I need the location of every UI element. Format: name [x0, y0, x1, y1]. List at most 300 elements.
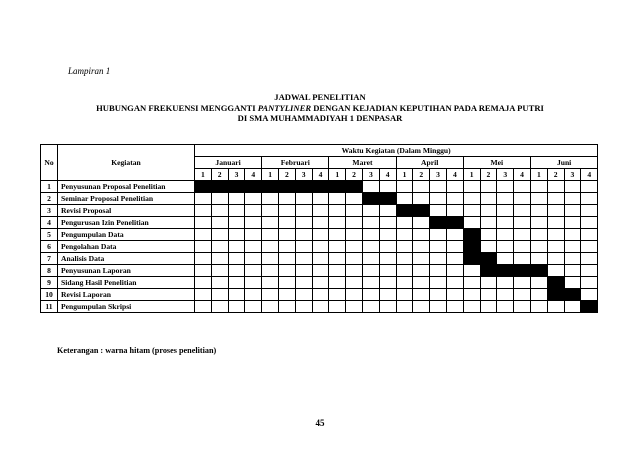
header-week: 4 [379, 169, 396, 181]
schedule-cell [195, 217, 212, 229]
schedule-cell [514, 301, 531, 313]
activity-number: 3 [41, 205, 58, 217]
schedule-cell [463, 205, 480, 217]
schedule-cell [211, 229, 228, 241]
schedule-cell [446, 277, 463, 289]
activity-row [41, 265, 598, 277]
schedule-cell-active [262, 181, 279, 193]
schedule-cell [480, 289, 497, 301]
schedule-cell [278, 229, 295, 241]
schedule-cell [278, 217, 295, 229]
header-kegiatan: Kegiatan [58, 145, 195, 181]
activity-row [41, 181, 598, 193]
schedule-cell [195, 301, 212, 313]
schedule-cell [379, 277, 396, 289]
schedule-cell [211, 193, 228, 205]
schedule-cell [278, 265, 295, 277]
schedule-cell-active [480, 265, 497, 277]
schedule-cell [547, 265, 564, 277]
schedule-cell [329, 229, 346, 241]
schedule-cell [379, 241, 396, 253]
schedule-cell [413, 181, 430, 193]
schedule-cell [497, 277, 514, 289]
header-week: 2 [413, 169, 430, 181]
schedule-cell [413, 277, 430, 289]
schedule-cell-active [346, 181, 363, 193]
header-week: 2 [346, 169, 363, 181]
schedule-cell [564, 241, 581, 253]
schedule-cell [329, 289, 346, 301]
schedule-cell [413, 193, 430, 205]
schedule-cell [480, 277, 497, 289]
schedule-cell [262, 229, 279, 241]
schedule-cell [245, 241, 262, 253]
schedule-cell [295, 205, 312, 217]
schedule-cell [379, 229, 396, 241]
activity-name: Penyusunan Laporan [58, 265, 195, 277]
header-week: 3 [228, 169, 245, 181]
schedule-cell-active [362, 193, 379, 205]
schedule-cell-active [396, 205, 413, 217]
schedule-cell [228, 277, 245, 289]
schedule-cell [228, 229, 245, 241]
schedule-cell [195, 205, 212, 217]
schedule-cell [211, 277, 228, 289]
schedule-cell [530, 241, 547, 253]
schedule-cell [564, 229, 581, 241]
schedule-cell [396, 181, 413, 193]
activity-number: 1 [41, 181, 58, 193]
schedule-cell [362, 241, 379, 253]
document-title [0, 92, 640, 124]
activity-number: 4 [41, 217, 58, 229]
header-week: 1 [396, 169, 413, 181]
schedule-cell [346, 229, 363, 241]
schedule-cell [581, 253, 598, 265]
schedule-cell [547, 229, 564, 241]
schedule-cell [564, 301, 581, 313]
schedule-cell [530, 193, 547, 205]
schedule-cell [446, 289, 463, 301]
schedule-cell [245, 301, 262, 313]
schedule-cell [581, 217, 598, 229]
schedule-cell [262, 301, 279, 313]
header-week: 3 [430, 169, 447, 181]
schedule-cell [463, 181, 480, 193]
schedule-cell [413, 253, 430, 265]
schedule-cell-active [211, 181, 228, 193]
header-month: Januari [195, 157, 262, 169]
schedule-cell-active [547, 277, 564, 289]
schedule-cell [245, 229, 262, 241]
schedule-cell-active [329, 181, 346, 193]
schedule-cell [581, 205, 598, 217]
page-number: 45 [315, 418, 325, 428]
header-month: Juni [530, 157, 597, 169]
header-no: No [41, 145, 58, 181]
title-line-3: DI SMA MUHAMMADIYAH 1 DENPASAR [237, 113, 403, 123]
schedule-cell [362, 289, 379, 301]
schedule-cell-active [581, 301, 598, 313]
schedule-cell [312, 277, 329, 289]
schedule-cell [446, 265, 463, 277]
title-line-2-suffix: DENGAN KEJADIAN KEPUTIHAN PADA REMAJA PUTRI [311, 102, 544, 113]
schedule-cell [564, 217, 581, 229]
header-week: 1 [195, 169, 212, 181]
schedule-cell [497, 289, 514, 301]
schedule-cell [530, 205, 547, 217]
schedule-cell [430, 277, 447, 289]
schedule-cell [497, 205, 514, 217]
schedule-cell [396, 301, 413, 313]
schedule-cell [446, 241, 463, 253]
activity-name: Pengumpulan Skripsi [58, 301, 195, 313]
title-line-2-prefix: HUBUNGAN FREKUENSI MENGGANTI [96, 102, 258, 113]
header-week: 4 [446, 169, 463, 181]
schedule-cell [211, 265, 228, 277]
schedule-cell [278, 241, 295, 253]
schedule-cell [278, 289, 295, 301]
schedule-cell [430, 205, 447, 217]
schedule-cell [446, 253, 463, 265]
schedule-cell [362, 181, 379, 193]
activity-name: Penyusunan Proposal Penelitian [58, 181, 195, 193]
schedule-cell [480, 217, 497, 229]
schedule-cell [262, 217, 279, 229]
schedule-cell [463, 277, 480, 289]
schedule-cell [514, 253, 531, 265]
schedule-cell [295, 193, 312, 205]
schedule-cell [463, 265, 480, 277]
schedule-cell [581, 265, 598, 277]
schedule-cell [278, 253, 295, 265]
schedule-cell [295, 289, 312, 301]
schedule-cell [295, 253, 312, 265]
activity-row [41, 301, 598, 313]
schedule-cell [547, 217, 564, 229]
activity-row [41, 229, 598, 241]
schedule-cell [346, 193, 363, 205]
activity-name: Seminar Proposal Penelitian [58, 193, 195, 205]
schedule-cell [262, 265, 279, 277]
schedule-cell [211, 301, 228, 313]
schedule-cell [413, 217, 430, 229]
schedule-cell [228, 193, 245, 205]
schedule-cell [446, 193, 463, 205]
schedule-cell [346, 217, 363, 229]
schedule-cell-active [278, 181, 295, 193]
schedule-cell [530, 253, 547, 265]
activity-row [41, 217, 598, 229]
schedule-cell [312, 253, 329, 265]
schedule-cell [379, 301, 396, 313]
legend-note: Keterangan : warna hitam (proses penelitian) [57, 346, 217, 355]
schedule-cell [295, 277, 312, 289]
schedule-cell [564, 205, 581, 217]
schedule-cell [514, 217, 531, 229]
activity-row [41, 193, 598, 205]
schedule-cell [379, 217, 396, 229]
schedule-cell [430, 301, 447, 313]
title-line-1: JADWAL PENELITIAN [274, 92, 366, 102]
activity-name: Revisi Laporan [58, 289, 195, 301]
title-line-2-italic: PANTYLINER [257, 102, 312, 113]
schedule-cell [430, 181, 447, 193]
schedule-cell [379, 265, 396, 277]
schedule-cell [430, 253, 447, 265]
activity-row [41, 277, 598, 289]
schedule-cell [530, 229, 547, 241]
schedule-cell [295, 217, 312, 229]
schedule-cell [211, 241, 228, 253]
schedule-cell [564, 181, 581, 193]
schedule-cell [564, 193, 581, 205]
schedule-cell [295, 265, 312, 277]
schedule-cell [547, 205, 564, 217]
schedule-cell [346, 253, 363, 265]
schedule-cell [195, 241, 212, 253]
schedule-cell [446, 181, 463, 193]
schedule-cell [581, 229, 598, 241]
schedule-cell [530, 277, 547, 289]
activity-number: 5 [41, 229, 58, 241]
schedule-cell [245, 277, 262, 289]
schedule-cell [346, 205, 363, 217]
schedule-cell [581, 181, 598, 193]
schedule-cell [228, 265, 245, 277]
schedule-cell [228, 253, 245, 265]
schedule-cell [530, 301, 547, 313]
header-waktu-kegiatan: Waktu Kegiatan (Dalam Minggu) [195, 145, 598, 157]
schedule-cell [312, 289, 329, 301]
header-week: 1 [329, 169, 346, 181]
header-week: 3 [564, 169, 581, 181]
schedule-cell [463, 193, 480, 205]
schedule-cell-active [463, 253, 480, 265]
schedule-cell [329, 217, 346, 229]
activity-row [41, 289, 598, 301]
schedule-cell [430, 229, 447, 241]
schedule-cell [430, 193, 447, 205]
schedule-cell [396, 277, 413, 289]
schedule-cell [362, 277, 379, 289]
schedule-cell [564, 253, 581, 265]
header-month: April [396, 157, 463, 169]
schedule-cell [480, 193, 497, 205]
schedule-cell [245, 265, 262, 277]
header-week: 2 [211, 169, 228, 181]
schedule-cell [329, 205, 346, 217]
schedule-cell [547, 301, 564, 313]
schedule-cell [379, 181, 396, 193]
schedule-cell [278, 205, 295, 217]
schedule-cell [195, 253, 212, 265]
activity-number: 7 [41, 253, 58, 265]
schedule-cell-active [312, 181, 329, 193]
schedule-cell [396, 241, 413, 253]
schedule-cell [396, 193, 413, 205]
header-month: Mei [463, 157, 530, 169]
activity-number: 2 [41, 193, 58, 205]
schedule-cell-active [530, 265, 547, 277]
header-week: 3 [362, 169, 379, 181]
header-month: Februari [262, 157, 329, 169]
schedule-cell-active [463, 229, 480, 241]
schedule-cell-active [564, 289, 581, 301]
schedule-cell [211, 217, 228, 229]
schedule-cell [430, 265, 447, 277]
schedule-cell [413, 229, 430, 241]
schedule-cell [329, 241, 346, 253]
schedule-cell-active [463, 241, 480, 253]
activity-name: Sidang Hasil Penelitian [58, 277, 195, 289]
schedule-cell [530, 289, 547, 301]
schedule-cell [312, 241, 329, 253]
schedule-cell [514, 229, 531, 241]
schedule-cell [362, 205, 379, 217]
activity-number: 9 [41, 277, 58, 289]
schedule-cell-active [245, 181, 262, 193]
schedule-cell [195, 229, 212, 241]
schedule-cell-active [497, 265, 514, 277]
schedule-cell [379, 289, 396, 301]
schedule-cell [362, 301, 379, 313]
activity-number: 8 [41, 265, 58, 277]
schedule-cell [463, 289, 480, 301]
schedule-cell [295, 301, 312, 313]
activity-name: Analisis Data [58, 253, 195, 265]
schedule-cell [228, 289, 245, 301]
schedule-cell [329, 253, 346, 265]
schedule-cell [362, 229, 379, 241]
schedule-cell [245, 205, 262, 217]
schedule-cell [262, 193, 279, 205]
schedule-cell [329, 277, 346, 289]
schedule-table [40, 144, 598, 313]
schedule-cell [396, 265, 413, 277]
schedule-cell [430, 241, 447, 253]
schedule-cell [514, 277, 531, 289]
schedule-cell [245, 193, 262, 205]
schedule-cell [312, 265, 329, 277]
schedule-cell [497, 301, 514, 313]
schedule-cell [497, 217, 514, 229]
schedule-cell [581, 289, 598, 301]
schedule-cell [396, 229, 413, 241]
header-week: 3 [497, 169, 514, 181]
header-week: 1 [463, 169, 480, 181]
schedule-cell [514, 289, 531, 301]
schedule-cell [195, 277, 212, 289]
activity-row [41, 241, 598, 253]
schedule-cell [497, 193, 514, 205]
header-month: Maret [329, 157, 396, 169]
schedule-cell [346, 301, 363, 313]
schedule-cell [312, 205, 329, 217]
schedule-cell [413, 289, 430, 301]
schedule-cell [228, 301, 245, 313]
header-week: 4 [514, 169, 531, 181]
schedule-cell [446, 301, 463, 313]
schedule-cell [480, 301, 497, 313]
schedule-cell [547, 241, 564, 253]
schedule-cell [228, 241, 245, 253]
schedule-cell [430, 289, 447, 301]
schedule-cell [497, 253, 514, 265]
schedule-cell-active [295, 181, 312, 193]
schedule-cell [346, 277, 363, 289]
schedule-cell [480, 241, 497, 253]
activity-number: 11 [41, 301, 58, 313]
schedule-cell [530, 217, 547, 229]
schedule-cell [362, 265, 379, 277]
header-week: 3 [295, 169, 312, 181]
schedule-cell [312, 229, 329, 241]
schedule-cell [312, 217, 329, 229]
schedule-cell [312, 301, 329, 313]
schedule-cell [195, 289, 212, 301]
schedule-cell [379, 253, 396, 265]
schedule-cell [262, 289, 279, 301]
header-week: 4 [581, 169, 598, 181]
activity-name: Pengurusan Izin Penelitian [58, 217, 195, 229]
schedule-cell [413, 301, 430, 313]
activity-number: 10 [41, 289, 58, 301]
schedule-cell [228, 217, 245, 229]
schedule-cell [480, 229, 497, 241]
schedule-cell-active [514, 265, 531, 277]
schedule-cell [278, 301, 295, 313]
activity-name: Revisi Proposal [58, 205, 195, 217]
activity-number: 6 [41, 241, 58, 253]
schedule-cell [295, 241, 312, 253]
schedule-cell [446, 229, 463, 241]
schedule-cell [514, 241, 531, 253]
schedule-cell [211, 205, 228, 217]
schedule-cell [497, 229, 514, 241]
header-week: 2 [547, 169, 564, 181]
activity-name: Pengumpulan Data [58, 229, 195, 241]
schedule-cell [195, 265, 212, 277]
schedule-cell [497, 181, 514, 193]
header-week: 4 [245, 169, 262, 181]
activity-name: Pengolahan Data [58, 241, 195, 253]
header-row-waktu [41, 145, 598, 157]
schedule-cell-active [446, 217, 463, 229]
schedule-cell [245, 217, 262, 229]
schedule-cell [346, 289, 363, 301]
schedule-cell [262, 241, 279, 253]
schedule-cell [530, 181, 547, 193]
schedule-cell [379, 205, 396, 217]
schedule-cell [581, 193, 598, 205]
schedule-cell [295, 229, 312, 241]
schedule-cell [362, 253, 379, 265]
schedule-cell-active [430, 217, 447, 229]
schedule-cell [396, 289, 413, 301]
schedule-cell [211, 253, 228, 265]
schedule-cell [463, 217, 480, 229]
schedule-cell [497, 241, 514, 253]
header-week: 2 [480, 169, 497, 181]
schedule-cell [396, 253, 413, 265]
schedule-cell [329, 301, 346, 313]
schedule-cell [413, 265, 430, 277]
schedule-cell [564, 265, 581, 277]
schedule-cell [362, 217, 379, 229]
schedule-cell [262, 277, 279, 289]
appendix-label: Lampiran 1 [68, 66, 111, 76]
